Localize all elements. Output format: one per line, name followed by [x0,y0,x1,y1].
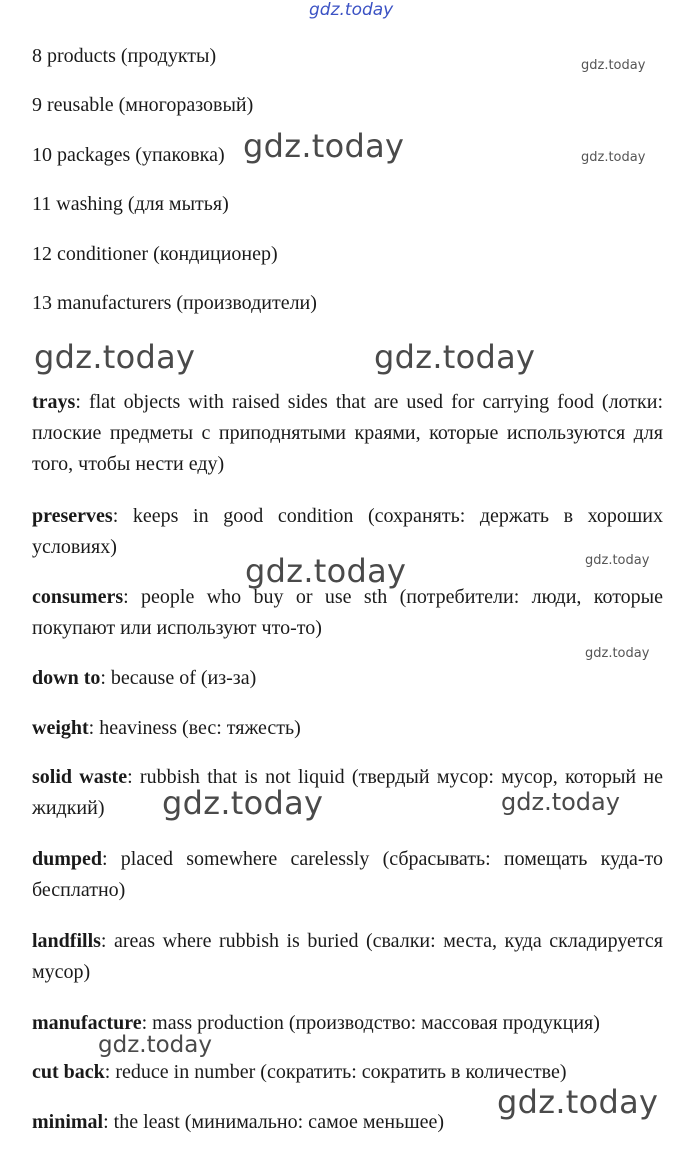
numbered-item: 10 packages (упаковка) [32,144,225,166]
watermark: gdz.today [162,784,324,822]
glossary-term: dumped [32,848,103,870]
watermark: gdz.today [98,1032,212,1058]
numbered-item: 8 products (продукты) [32,45,217,67]
numbered-item: 9 reusable (многоразовый) [32,94,254,116]
watermark: gdz.today [581,58,646,73]
glossary-term: manufacture [32,1012,142,1034]
glossary-term: minimal [32,1111,104,1133]
glossary-definition: : mass production (производство: массовая продукция) [141,1012,600,1034]
glossary-entry [32,926,663,988]
watermark: gdz.today [374,338,536,376]
glossary-term: weight [32,717,89,739]
glossary-definition: : placed somewhere carelessly (сбрасывать: помещать куда-то бесплатно) [32,848,663,901]
watermark: gdz.today [243,127,405,165]
glossary-entry [32,582,663,644]
glossary-definition: : heaviness (вес: тяжесть) [88,717,301,739]
glossary-term: landfills [32,930,101,952]
glossary-term: cut back [32,1061,105,1083]
watermark: gdz.today [581,150,646,165]
glossary-definition: : areas where rubbish is buried (свалки: места, куда складируется мусор) [32,930,663,983]
watermark: gdz.today [585,646,650,661]
watermark: gdz.today [501,788,620,816]
glossary-term: down to [32,667,101,689]
glossary-definition: : people who buy or use sth (потребители: люди, которые покупают или используют что-то) [32,586,663,639]
watermark: gdz.today [585,553,650,568]
numbered-item: 12 conditioner (кондиционер) [32,243,278,265]
glossary-definition: : because of (из-за) [100,667,257,689]
numbered-item: 11 washing (для мытья) [32,193,229,215]
glossary-term: consumers [32,586,124,608]
glossary-definition: : keeps in good condition (сохранять: держать в хороших условиях) [32,505,663,558]
glossary-entry [32,844,663,906]
glossary-term: trays [32,391,76,413]
glossary-entry [32,387,663,480]
watermark: gdz.today [34,338,196,376]
glossary-term: solid waste [32,766,128,788]
glossary-definition: : reduce in number (сократить: сократить в количестве) [104,1061,567,1083]
glossary-definition: : flat objects with raised sides that are used for carrying food (лотки: плоские предметы с приподнятыми краями, которые используются для того, чтобы нести еду) [32,391,663,475]
glossary-definition: : rubbish that is not liquid (твердый мусор: мусор, который не жидкий) [32,766,663,819]
glossary-entry [32,713,663,744]
watermark: gdz.today [245,552,407,590]
glossary-definition: : the least (минимально: самое меньшее) [103,1111,445,1133]
glossary-term: preserves [32,505,113,527]
watermark: gdz.today [497,1083,659,1121]
numbered-item: 13 manufacturers (производители) [32,292,317,314]
watermark: gdz.today [309,0,394,20]
glossary-entry [32,663,663,694]
